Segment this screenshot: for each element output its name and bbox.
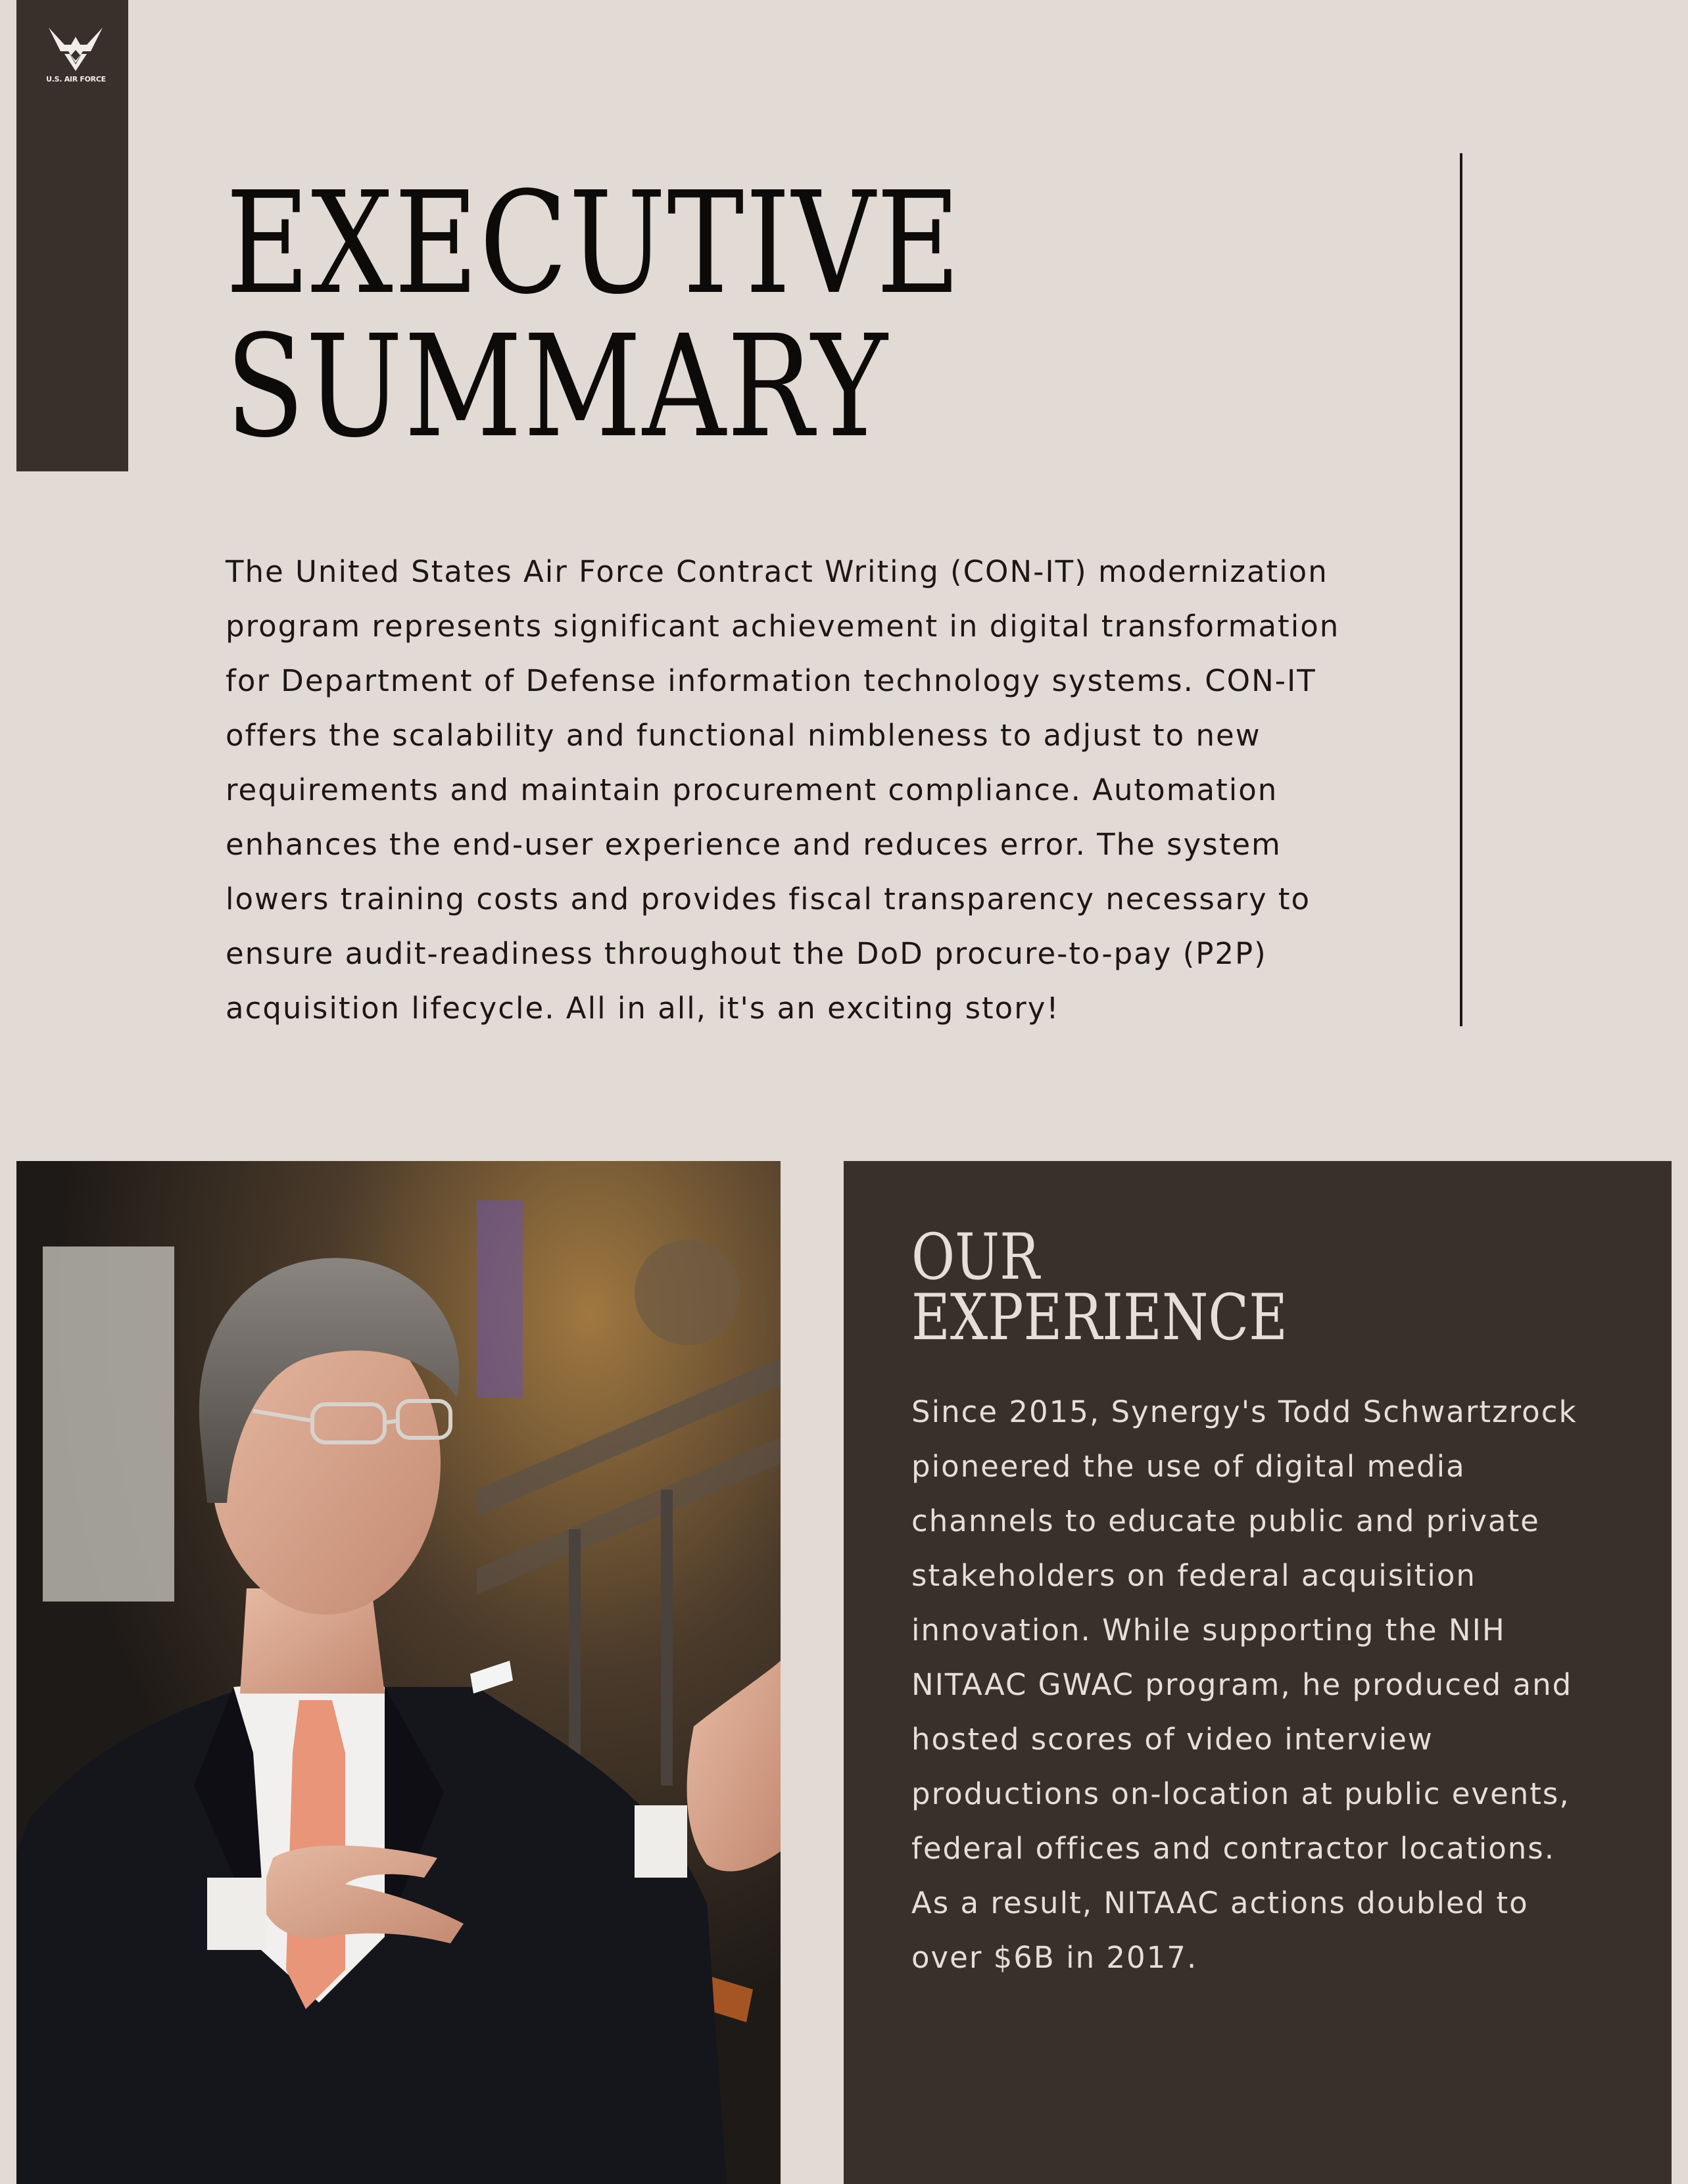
page-title [226, 162, 962, 469]
title-line-2: SUMMARY [226, 305, 889, 469]
vertical-divider [1460, 153, 1462, 1026]
experience-title-line-1: OUR [911, 1220, 1040, 1294]
summary-paragraph: The United States Air Force Contract Writing (CON-IT) modernization program represents significant achievement in digital transformation for Department of Defense information technology systems. CON-IT offers the scalability and functional nimbleness to adjust to new requirements and maintain procurement compliance. Automation enhances the end-user experience and reduces error. The system lowers training costs and provides fiscal transparency necessary to ensure audit-readiness throughout the DoD procure-to-pay (P2P) acquisition lifecycle. All in all, it's an exciting story! [226, 554, 1340, 1026]
title-line-1: EXECUTIVE [226, 162, 962, 325]
logo-text: U.S. AIR FORCE [46, 75, 106, 83]
air-force-wings-icon [45, 25, 107, 74]
speaker-photo [16, 1161, 781, 2184]
experience-title [911, 1220, 1288, 1354]
experience-paragraph: Since 2015, Synergy's Todd Schwartzrock pioneered the use of digital media channels to educate public and private stakeholders on federal acquisition innovation. While supporting the NIH NITAAC GWAC program, he produced and hosted scores of video interview productions on-location at public events, federal offices and contractor locations. As a result, NITAAC actions doubled to over $6B in 2017. [911, 1394, 1578, 1975]
experience-panel [844, 1161, 1672, 2184]
side-banner [16, 0, 128, 471]
experience-title-line-2: EXPERIENCE [911, 1281, 1288, 1354]
air-force-logo [45, 25, 107, 91]
